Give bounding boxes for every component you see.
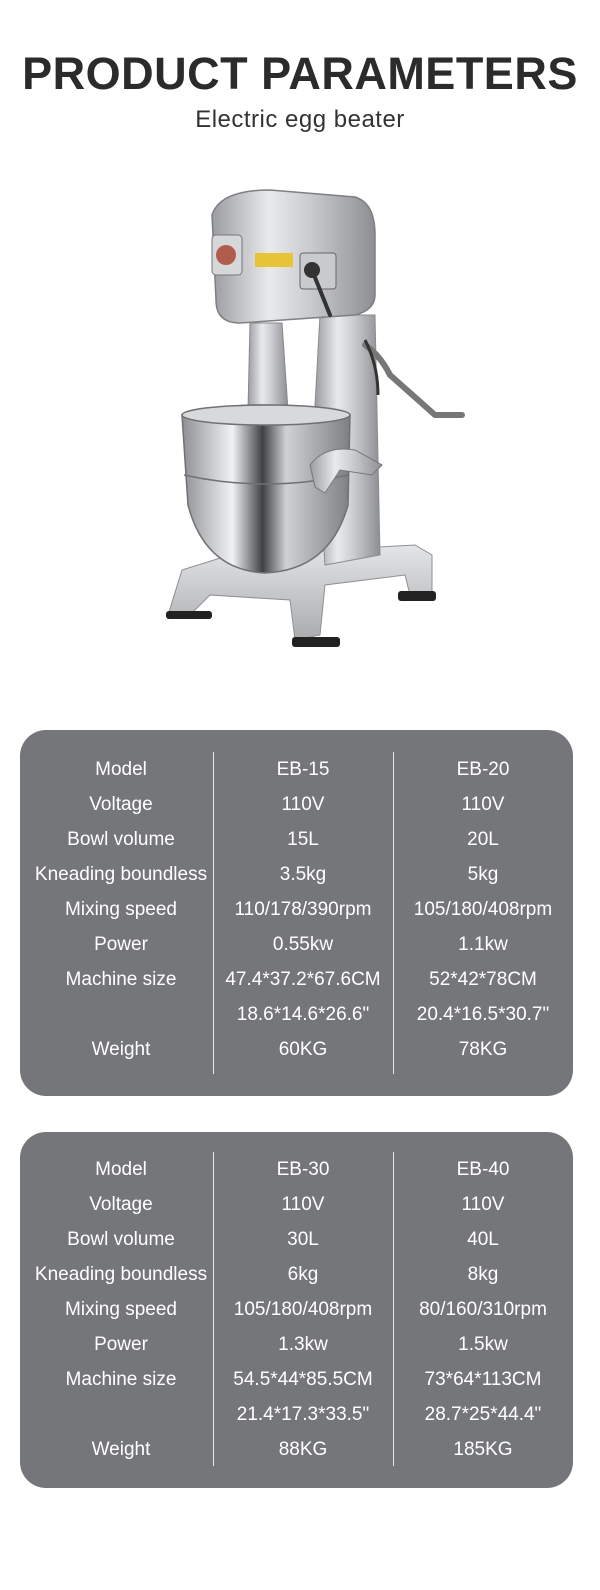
model-a-value: 88KG xyxy=(278,1439,328,1460)
model-b-value: 73*64*113CM xyxy=(424,1369,542,1390)
model-a-value: 60KG xyxy=(278,1039,328,1060)
table-row xyxy=(20,997,573,1032)
model-b-value: 20L xyxy=(467,829,499,850)
row-label: Power xyxy=(94,1334,148,1355)
model-a-value: 110/178/390rpm xyxy=(234,899,372,920)
model-a-value: 3.5kg xyxy=(279,864,327,885)
model-b-value: 1.5kw xyxy=(458,1334,508,1355)
model-b-value: 1.1kw xyxy=(458,934,508,955)
row-label: Power xyxy=(94,934,148,955)
spec-table-2 xyxy=(20,1132,573,1488)
row-label: Mixing speed xyxy=(65,1299,177,1320)
row-label xyxy=(20,997,222,1032)
model-a-value: 18.6*14.6*26.6" xyxy=(236,1004,370,1025)
model-b-value: 8kg xyxy=(467,1264,499,1285)
model-a-value: EB-30 xyxy=(276,1159,330,1180)
table-row xyxy=(20,1327,573,1362)
model-b-value: 105/180/408rpm xyxy=(413,899,553,920)
model-a-value: 15L xyxy=(287,829,319,850)
row-label xyxy=(20,1397,222,1432)
page-title: PRODUCT PARAMETERS xyxy=(22,48,578,99)
row-label: Kneading boundless xyxy=(34,864,208,885)
table-row xyxy=(20,857,573,892)
table-row xyxy=(20,1292,573,1327)
model-b-value: 40L xyxy=(467,1229,499,1250)
model-a-value: 47.4*37.2*67.6CM xyxy=(225,969,381,990)
table-row xyxy=(20,1222,573,1257)
model-b-value: EB-20 xyxy=(456,759,510,780)
model-a-value: 0.55kw xyxy=(272,934,334,955)
model-b-value: 20.4*16.5*30.7" xyxy=(416,1004,550,1025)
row-label: Weight xyxy=(91,1439,151,1460)
model-a-value: 110V xyxy=(281,794,325,815)
model-b-value: 80/160/310rpm xyxy=(419,1299,547,1320)
row-label: Mixing speed xyxy=(65,899,177,920)
model-b-value: 185KG xyxy=(453,1439,513,1460)
model-b-value: 78KG xyxy=(458,1039,508,1060)
model-a-value: 21.4*17.3*33.5" xyxy=(236,1404,370,1425)
model-a-value: EB-15 xyxy=(276,759,330,780)
row-label: Model xyxy=(95,759,147,780)
table-row xyxy=(20,1257,573,1292)
row-label: Machine size xyxy=(65,1369,177,1390)
table-row xyxy=(20,892,573,927)
row-label: Voltage xyxy=(89,1194,153,1215)
row-label: Model xyxy=(95,1159,147,1180)
model-a-value: 6kg xyxy=(287,1264,319,1285)
table-row xyxy=(20,1397,573,1432)
row-label: Voltage xyxy=(89,794,153,815)
table-row xyxy=(20,822,573,857)
model-a-value: 105/180/408rpm xyxy=(233,1299,373,1320)
table-row xyxy=(20,1432,573,1467)
model-b-value: EB-40 xyxy=(456,1159,510,1180)
row-label: Bowl volume xyxy=(67,1229,175,1250)
row-label: Kneading boundless xyxy=(34,1264,208,1285)
stand-mixer-image xyxy=(150,175,480,665)
model-b-value: 28.7*25*44.4" xyxy=(424,1404,542,1425)
table-row xyxy=(20,1032,573,1067)
model-b-value: 110V xyxy=(461,794,505,815)
table-row xyxy=(20,1152,573,1187)
table-row xyxy=(20,962,573,997)
model-a-value: 1.3kw xyxy=(278,1334,328,1355)
table-row xyxy=(20,1187,573,1222)
model-a-value: 30L xyxy=(287,1229,319,1250)
table-row xyxy=(20,1362,573,1397)
row-label: Weight xyxy=(91,1039,151,1060)
table-row xyxy=(20,787,573,822)
row-label: Bowl volume xyxy=(67,829,175,850)
page-subtitle: Electric egg beater xyxy=(195,106,405,133)
spec-table-1 xyxy=(20,730,573,1096)
model-a-value: 54.5*44*85.5CM xyxy=(233,1369,373,1390)
table-row xyxy=(20,752,573,787)
model-a-value: 110V xyxy=(281,1194,325,1215)
model-b-value: 110V xyxy=(461,1194,505,1215)
row-label: Machine size xyxy=(65,969,177,990)
model-b-value: 52*42*78CM xyxy=(429,969,537,990)
table-row xyxy=(20,927,573,962)
model-b-value: 5kg xyxy=(467,864,499,885)
